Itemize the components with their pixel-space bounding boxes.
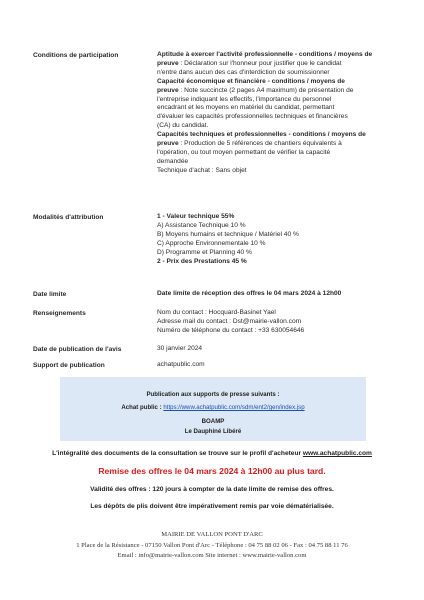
- renseignements-line: Numéro de téléphone du contact : +33 630054646: [157, 326, 305, 334]
- participation-line: l'entreprise indiquant les effectifs, l'importance du personnel: [157, 95, 332, 103]
- participation-line: d'évaluer les capacités professionnelles techniques et financières: [157, 113, 348, 121]
- press-box-boamp: BOAMP: [201, 418, 225, 425]
- renseignements-line: Nom du contact : Hocquard-Basinet Yael: [157, 309, 276, 316]
- support-value: [157, 361, 393, 370]
- attribution-label: Modalités d'attribution: [33, 214, 104, 221]
- press-box: [60, 377, 366, 441]
- footer-mairie: MAIRIE DE VALLON PONT D'ARC: [161, 531, 263, 538]
- support-label: Support de publication: [33, 362, 105, 369]
- footer-contact: Email : info@mairie-vallon.com Site internet : www.mairie-vallon.com: [117, 552, 307, 559]
- participation-line: demandée: [157, 157, 189, 165]
- renseignements-label: Renseignements: [33, 310, 86, 317]
- validite-notice: Validité des offres : 120 jours à compter de la date limite de remise des offres.: [90, 486, 334, 493]
- participation-line: preuve : Production de 5 références de chantiers équivalents à: [157, 140, 342, 148]
- attribution-line: 1 - Valeur technique 55%: [157, 213, 235, 220]
- attribution-line: D) Programme et Planning 40 %: [157, 248, 252, 256]
- participation-value: [157, 51, 393, 176]
- press-box-dauphine: Le Dauphiné Libéré: [184, 428, 242, 435]
- achat-label: Achat public :: [121, 404, 164, 411]
- press-box-achat: [60, 404, 366, 411]
- date-limite-label: Date limite: [33, 291, 67, 298]
- integralite-text: L'intégralité des documents de la consultation se trouve sur le profil d'acheteur: [52, 450, 303, 457]
- support-line: achatpublic.com: [157, 361, 205, 368]
- integralite-notice: [0, 450, 424, 457]
- integralite-link[interactable]: www.achatpublic.com: [302, 450, 372, 457]
- renseignements-value: [157, 309, 393, 336]
- participation-label: Conditions de participation: [33, 52, 119, 59]
- participation-line: preuve : Déclaration sur l'honneur pour justifier que le candidat: [157, 59, 342, 67]
- date-limite-value: [157, 290, 393, 299]
- attribution-line: 2 - Prix des Prestations 45 %: [157, 257, 247, 265]
- renseignements-line: Adresse mail du contact : Dst@mairie-vallon.com: [157, 317, 302, 325]
- footer-address: 1 Place de la Résistance - 07150 Vallon Pont d'Arc - Téléphone : 04 75 88 02 06 - Fax : 04 75 88 11 76: [76, 542, 348, 549]
- participation-line: (CA) du candidat.: [157, 122, 209, 130]
- date-limite-line: Date limite de réception des offres le 04 mars 2024 à 12h00: [157, 290, 342, 297]
- attribution-line: A) Assistance Technique 10 %: [157, 221, 246, 229]
- participation-line: l'opération, ou tout moyen permettant de vérifier la capacité: [157, 148, 331, 156]
- participation-line: Capacités techniques et professionnelles - conditions / moyens de: [157, 131, 366, 139]
- participation-line: encadrant et les moyens en matériel du candidat, permettant: [157, 104, 335, 112]
- publication-date-line: 30 janvier 2024: [157, 345, 203, 352]
- remise-notice: Remise des offres le 04 mars 2024 à 12h00 au plus tard.: [98, 466, 326, 476]
- achat-link[interactable]: https://www.achatpublic.com/sdm/ent2/gen/index.jsp: [163, 404, 305, 411]
- depots-notice: Les dépôts de plis doivent être impérativement remis par voie dématérialisée.: [90, 503, 334, 510]
- participation-line: Capacité économique et financière - conditions / moyens de: [157, 77, 345, 85]
- attribution-line: C) Approche Environnementale 10 %: [157, 239, 266, 247]
- publication-date-value: [157, 345, 393, 354]
- participation-line: Aptitude à exercer l'activité professionnelle - conditions / moyens de: [157, 51, 373, 58]
- attribution-line: B) Moyens humains et technique / Matériel 40 %: [157, 230, 299, 238]
- attribution-value: [157, 213, 393, 266]
- participation-line: preuve : Note succincte (2 pages A4 maximum) de présentation de: [157, 86, 354, 94]
- participation-line: n'entre dans aucun des cas d'interdiction de soumissionner: [157, 68, 330, 76]
- press-box-title: Publication aux supports de presse suivants :: [146, 391, 280, 398]
- publication-date-label: Date de publication de l'avis: [33, 346, 122, 353]
- participation-line: Technique d'achat : Sans objet: [157, 166, 247, 174]
